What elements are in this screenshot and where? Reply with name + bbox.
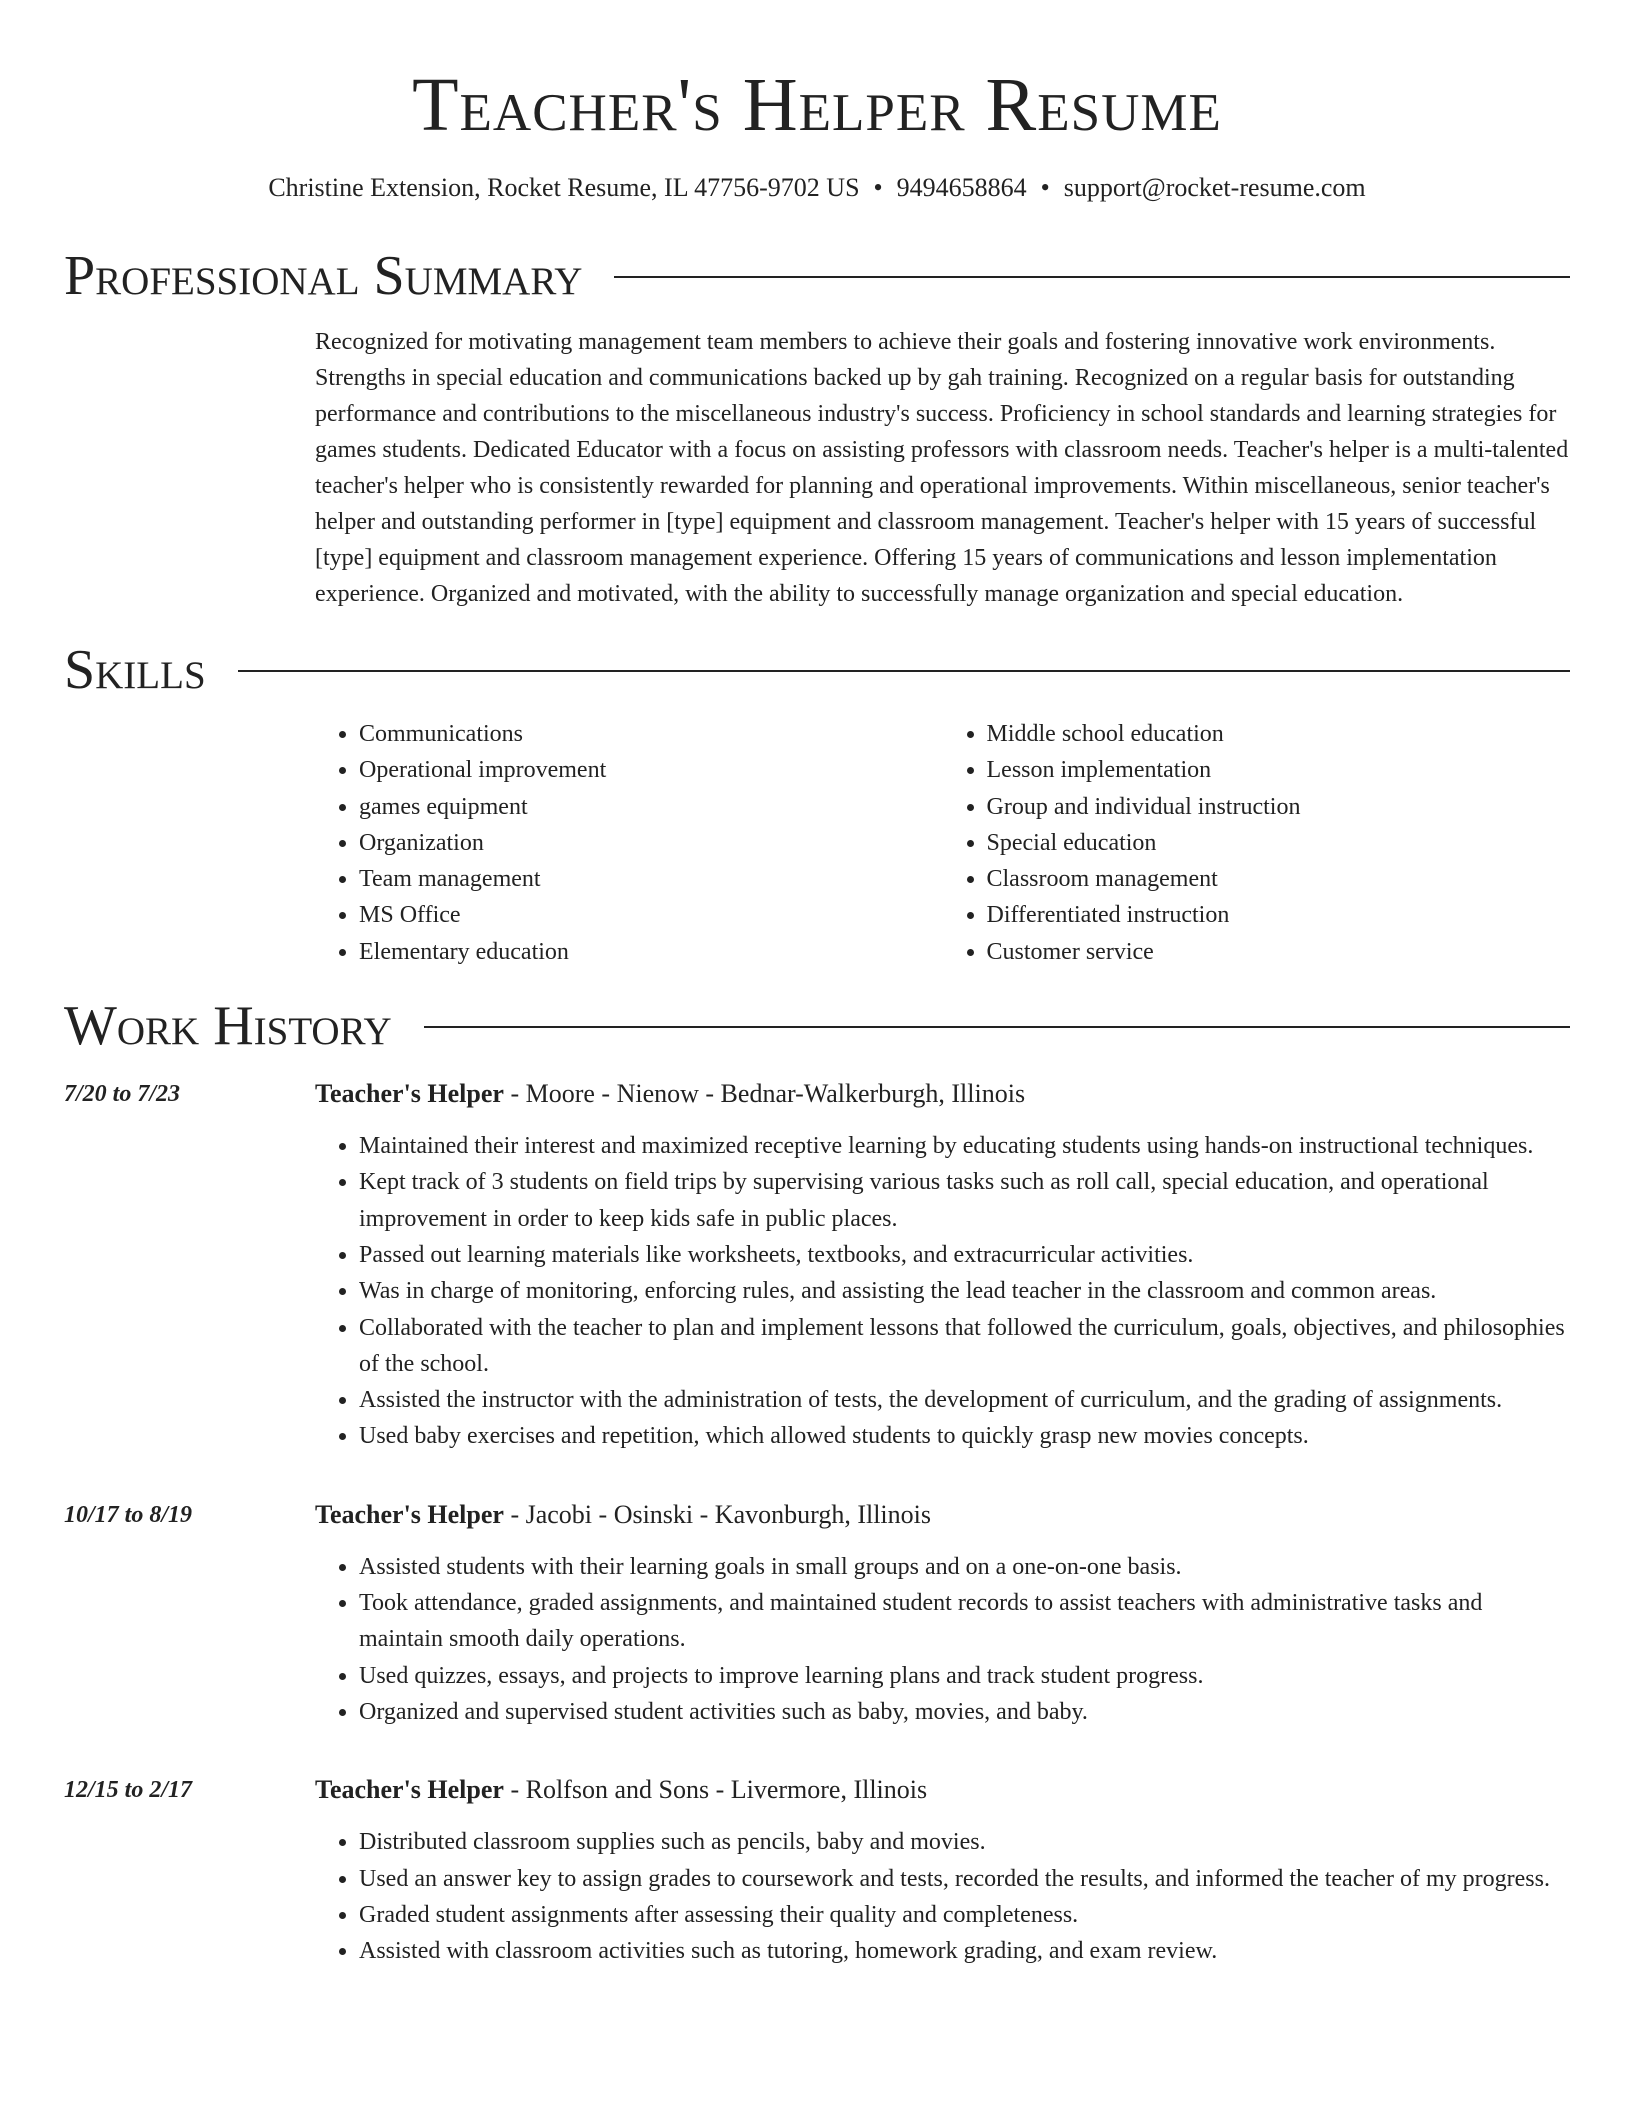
- contact-info: [64, 172, 1570, 204]
- job-title: Teacher's Helper: [315, 1079, 504, 1109]
- work-heading: Work History: [64, 995, 392, 1058]
- job-details: [315, 1076, 1570, 1455]
- job-company: - Jacobi - Osinski - Kavonburgh, Illinois: [503, 1499, 931, 1529]
- skill-item: • Lesson implementation: [987, 752, 1571, 788]
- skill-item: • Middle school education: [987, 716, 1571, 752]
- job-bullet: • Used an answer key to assign grades to coursework and tests, recorded the results, and informed the teacher of my progress.: [359, 1861, 1570, 1897]
- job-bullet: • Graded student assignments after assessing their quality and completeness.: [359, 1897, 1570, 1933]
- address: Christine Extension, Rocket Resume, IL 47756-9702 US: [268, 173, 860, 202]
- skill-item: • Organization: [359, 825, 943, 861]
- skill-item: • Classroom management: [987, 861, 1571, 897]
- job-heading: [315, 1772, 1570, 1808]
- job-heading: [315, 1497, 1570, 1533]
- skill-item: • Elementary education: [359, 934, 943, 970]
- job-bullet: • Assisted students with their learning goals in small groups and on a one-on-one basis.: [359, 1549, 1570, 1585]
- job-heading: [315, 1076, 1570, 1112]
- separator: •: [873, 173, 883, 202]
- summary-section-header: [64, 244, 1570, 308]
- job-bullet: • Collaborated with the teacher to plan and implement lessons that followed the curriculum, goals, objectives, and philosophies of the school.: [359, 1310, 1570, 1383]
- job-bullet: • Was in charge of monitoring, enforcing rules, and assisting the lead teacher in the classroom and common areas.: [359, 1273, 1570, 1309]
- summary-heading: Professional Summary: [64, 245, 583, 307]
- job-details: [315, 1772, 1570, 1969]
- job-bullets: [315, 1128, 1570, 1455]
- section-divider: [614, 276, 1570, 278]
- skills-section-header: [64, 638, 1570, 702]
- resume-title: Teacher's Helper Resume: [412, 63, 1222, 147]
- skill-item: • Differentiated instruction: [987, 897, 1571, 933]
- skill-item: • Communications: [359, 716, 943, 752]
- skills-column-left: [315, 716, 943, 970]
- skill-item: • Special education: [987, 825, 1571, 861]
- job-bullet: • Used quizzes, essays, and projects to improve learning plans and track student progress.: [359, 1658, 1570, 1694]
- job-company: - Rolfson and Sons - Livermore, Illinois: [503, 1775, 928, 1805]
- skills-column-right: [943, 716, 1571, 970]
- skills-list: [315, 716, 1570, 970]
- section-divider: [238, 670, 1570, 672]
- job-company: - Moore - Nienow - Bednar-Walkerburgh, Illinois: [503, 1079, 1026, 1109]
- section-divider: [424, 1026, 1570, 1028]
- job-entry: [64, 1076, 1570, 1455]
- job-entry: [64, 1772, 1570, 1969]
- skill-item: • MS Office: [359, 897, 943, 933]
- job-title: Teacher's Helper: [315, 1775, 504, 1805]
- job-details: [315, 1497, 1570, 1730]
- skill-item: • Operational improvement: [359, 752, 943, 788]
- job-bullet: • Used baby exercises and repetition, which allowed students to quickly grasp new movies concepts.: [359, 1418, 1570, 1454]
- job-dates: 12/15 to 2/17: [64, 1777, 193, 1804]
- email-address: support@rocket-resume.com: [1063, 173, 1366, 202]
- separator: •: [1040, 173, 1050, 202]
- skill-item: • Team management: [359, 861, 943, 897]
- job-bullet: • Assisted with classroom activities such as tutoring, homework grading, and exam review.: [359, 1933, 1570, 1969]
- job-bullet: • Distributed classroom supplies such as pencils, baby and movies.: [359, 1824, 1570, 1860]
- job-bullet: • Maintained their interest and maximized receptive learning by educating students using hands-on instructional techniques.: [359, 1128, 1570, 1164]
- skill-item: • Customer service: [987, 934, 1571, 970]
- skill-item: • Group and individual instruction: [987, 789, 1571, 825]
- work-section-header: [64, 994, 1570, 1058]
- resume-page: [64, 0, 1570, 1969]
- job-bullet: • Passed out learning materials like worksheets, textbooks, and extracurricular activities.: [359, 1237, 1570, 1273]
- summary-text: Recognized for motivating management team members to achieve their goals and fostering innovative work environments. Strengths in special education and communications backed up by gah training. Recognized on a regular basis for outstanding performance and contributions to the miscellaneous industry's success. Proficiency in school standards and learning strategies for games students. Dedicated Educator with a focus on assisting professors with classroom needs. Teacher's helper is a multi-talented teacher's helper who is consistently rewarded for planning and operational improvements. Within miscellaneous, senior teacher's helper and outstanding performer in [type] equipment and classroom management. Teacher's helper with 15 years of successful [type] equipment and classroom management experience. Offering 15 years of communications and lesson implementation experience. Organized and motivated, with the ability to successfully manage organization and special education.: [315, 329, 1569, 607]
- job-dates: 7/20 to 7/23: [64, 1081, 181, 1108]
- skill-item: • games equipment: [359, 789, 943, 825]
- job-bullet: • Took attendance, graded assignments, and maintained student records to assist teachers with administrative tasks and maintain smooth daily operations.: [359, 1585, 1570, 1658]
- skills-heading: Skills: [64, 639, 206, 701]
- job-bullet: • Kept track of 3 students on field trips by supervising various tasks such as roll call, special education, and operational improvement in order to keep kids safe in public places.: [359, 1164, 1570, 1237]
- job-entry: [64, 1497, 1570, 1730]
- job-dates: 10/17 to 8/19: [64, 1501, 193, 1528]
- job-bullet: • Organized and supervised student activities such as baby, movies, and baby.: [359, 1694, 1570, 1730]
- job-bullets: [315, 1824, 1570, 1969]
- phone-number: 9494658864: [896, 173, 1027, 202]
- job-title: Teacher's Helper: [315, 1499, 504, 1529]
- job-bullet: • Assisted the instructor with the administration of tests, the development of curriculum, and the grading of assignments.: [359, 1382, 1570, 1418]
- job-bullets: [315, 1549, 1570, 1730]
